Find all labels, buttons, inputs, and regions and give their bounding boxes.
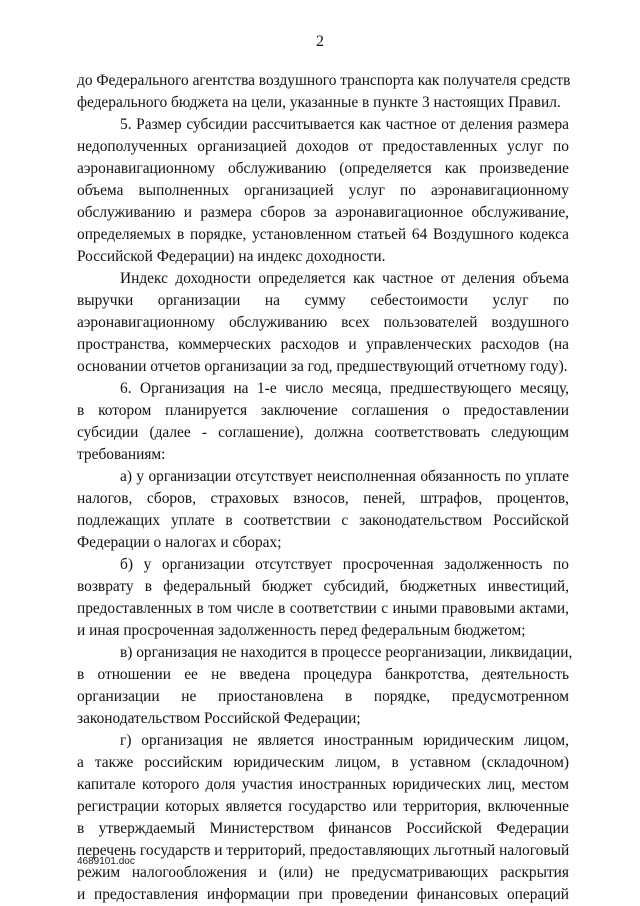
text-line: перечень государств и территорий, предоставляющих льготный налоговый [77, 842, 570, 859]
text-line: объема выполненных организацией услуг по аэронавигационному [77, 182, 569, 199]
page-number: 2 [316, 33, 324, 50]
text-line: в) организация не находится в процессе реорганизации, ликвидации, [120, 644, 573, 661]
text-line: регистрации которых является государство или территория, включенные [77, 798, 569, 815]
text-line: и иная просроченная задолженность перед федеральным бюджетом; [77, 622, 526, 639]
text-line: подлежащих уплате в соответствии с законодательством Российской [77, 512, 569, 529]
document-body [77, 70, 573, 906]
text-line: недополученных организацией доходов от предоставленных услуг по [77, 138, 569, 155]
text-line: аэронавигационному обслуживанию (определяется как произведение [77, 160, 569, 177]
text-line: до Федерального агентства воздушного транспорта как получателя средств [77, 72, 571, 89]
text-line: обслуживанию и размера сборов за аэронавигационное обслуживание, [77, 204, 569, 221]
text-line: федерального бюджета на цели, указанные в пункте 3 настоящих Правил. [77, 94, 561, 111]
text-line: а) у организации отсутствует неисполненная обязанность по уплате [120, 468, 569, 485]
text-line: б) у организации отсутствует просроченная задолженность по [120, 556, 569, 573]
text-line: организации не приостановлена в порядке, предусмотренном [77, 688, 569, 705]
text-line: а также российским юридическим лицом, в уставном (складочном) [77, 754, 569, 771]
text-line: предоставленных в том числе в соответствии с иными правовыми актами, [77, 600, 569, 617]
text-line: в отношении ее не введена процедура банкротства, деятельность [77, 666, 569, 683]
text-line: выручки организации на сумму себестоимости услуг по [77, 292, 569, 309]
text-line: аэронавигационному обслуживанию всех пользователей воздушного [77, 314, 569, 331]
text-line: в утверждаемый Министерством финансов Российской Федерации [77, 820, 569, 837]
text-line: пространства, коммерческих расходов и управленческих расходов (на [77, 336, 569, 353]
text-line: 6. Организация на 1-е число месяца, предшествующего месяцу, [120, 380, 569, 397]
text-line: г) организация не является иностранным юридическим лицом, [120, 732, 569, 749]
document-filename: 4689101.doc [77, 856, 135, 867]
text-line: требованиям: [77, 446, 166, 463]
text-line: 5. Размер субсидии рассчитывается как частное от деления размера [120, 116, 569, 133]
text-line: в котором планируется заключение соглашения о предоставлении [77, 402, 569, 419]
text-line: Российской Федерации) на индекс доходности. [77, 248, 386, 265]
text-line: режим налогообложения и (или) не предусматривающих раскрытия [77, 864, 569, 881]
text-line: возврату в федеральный бюджет субсидий, бюджетных инвестиций, [77, 578, 569, 595]
text-line: субсидии (далее - соглашение), должна соответствовать следующим [77, 424, 569, 441]
text-line: и предоставления информации при проведении финансовых операций [77, 886, 569, 903]
text-line: Федерации о налогах и сборах; [77, 534, 282, 551]
text-line: капитале которого доля участия иностранных юридических лиц, местом [77, 776, 569, 793]
text-line: законодательством Российской Федерации; [77, 710, 361, 727]
text-line: Индекс доходности определяется как частное от деления объема [120, 270, 569, 287]
text-line: определяемых в порядке, установленном статьей 64 Воздушного кодекса [77, 226, 569, 243]
text-line: налогов, сборов, страховых взносов, пеней, штрафов, процентов, [77, 490, 569, 507]
text-line: основании отчетов организации за год, предшествующий отчетному году). [77, 358, 568, 375]
